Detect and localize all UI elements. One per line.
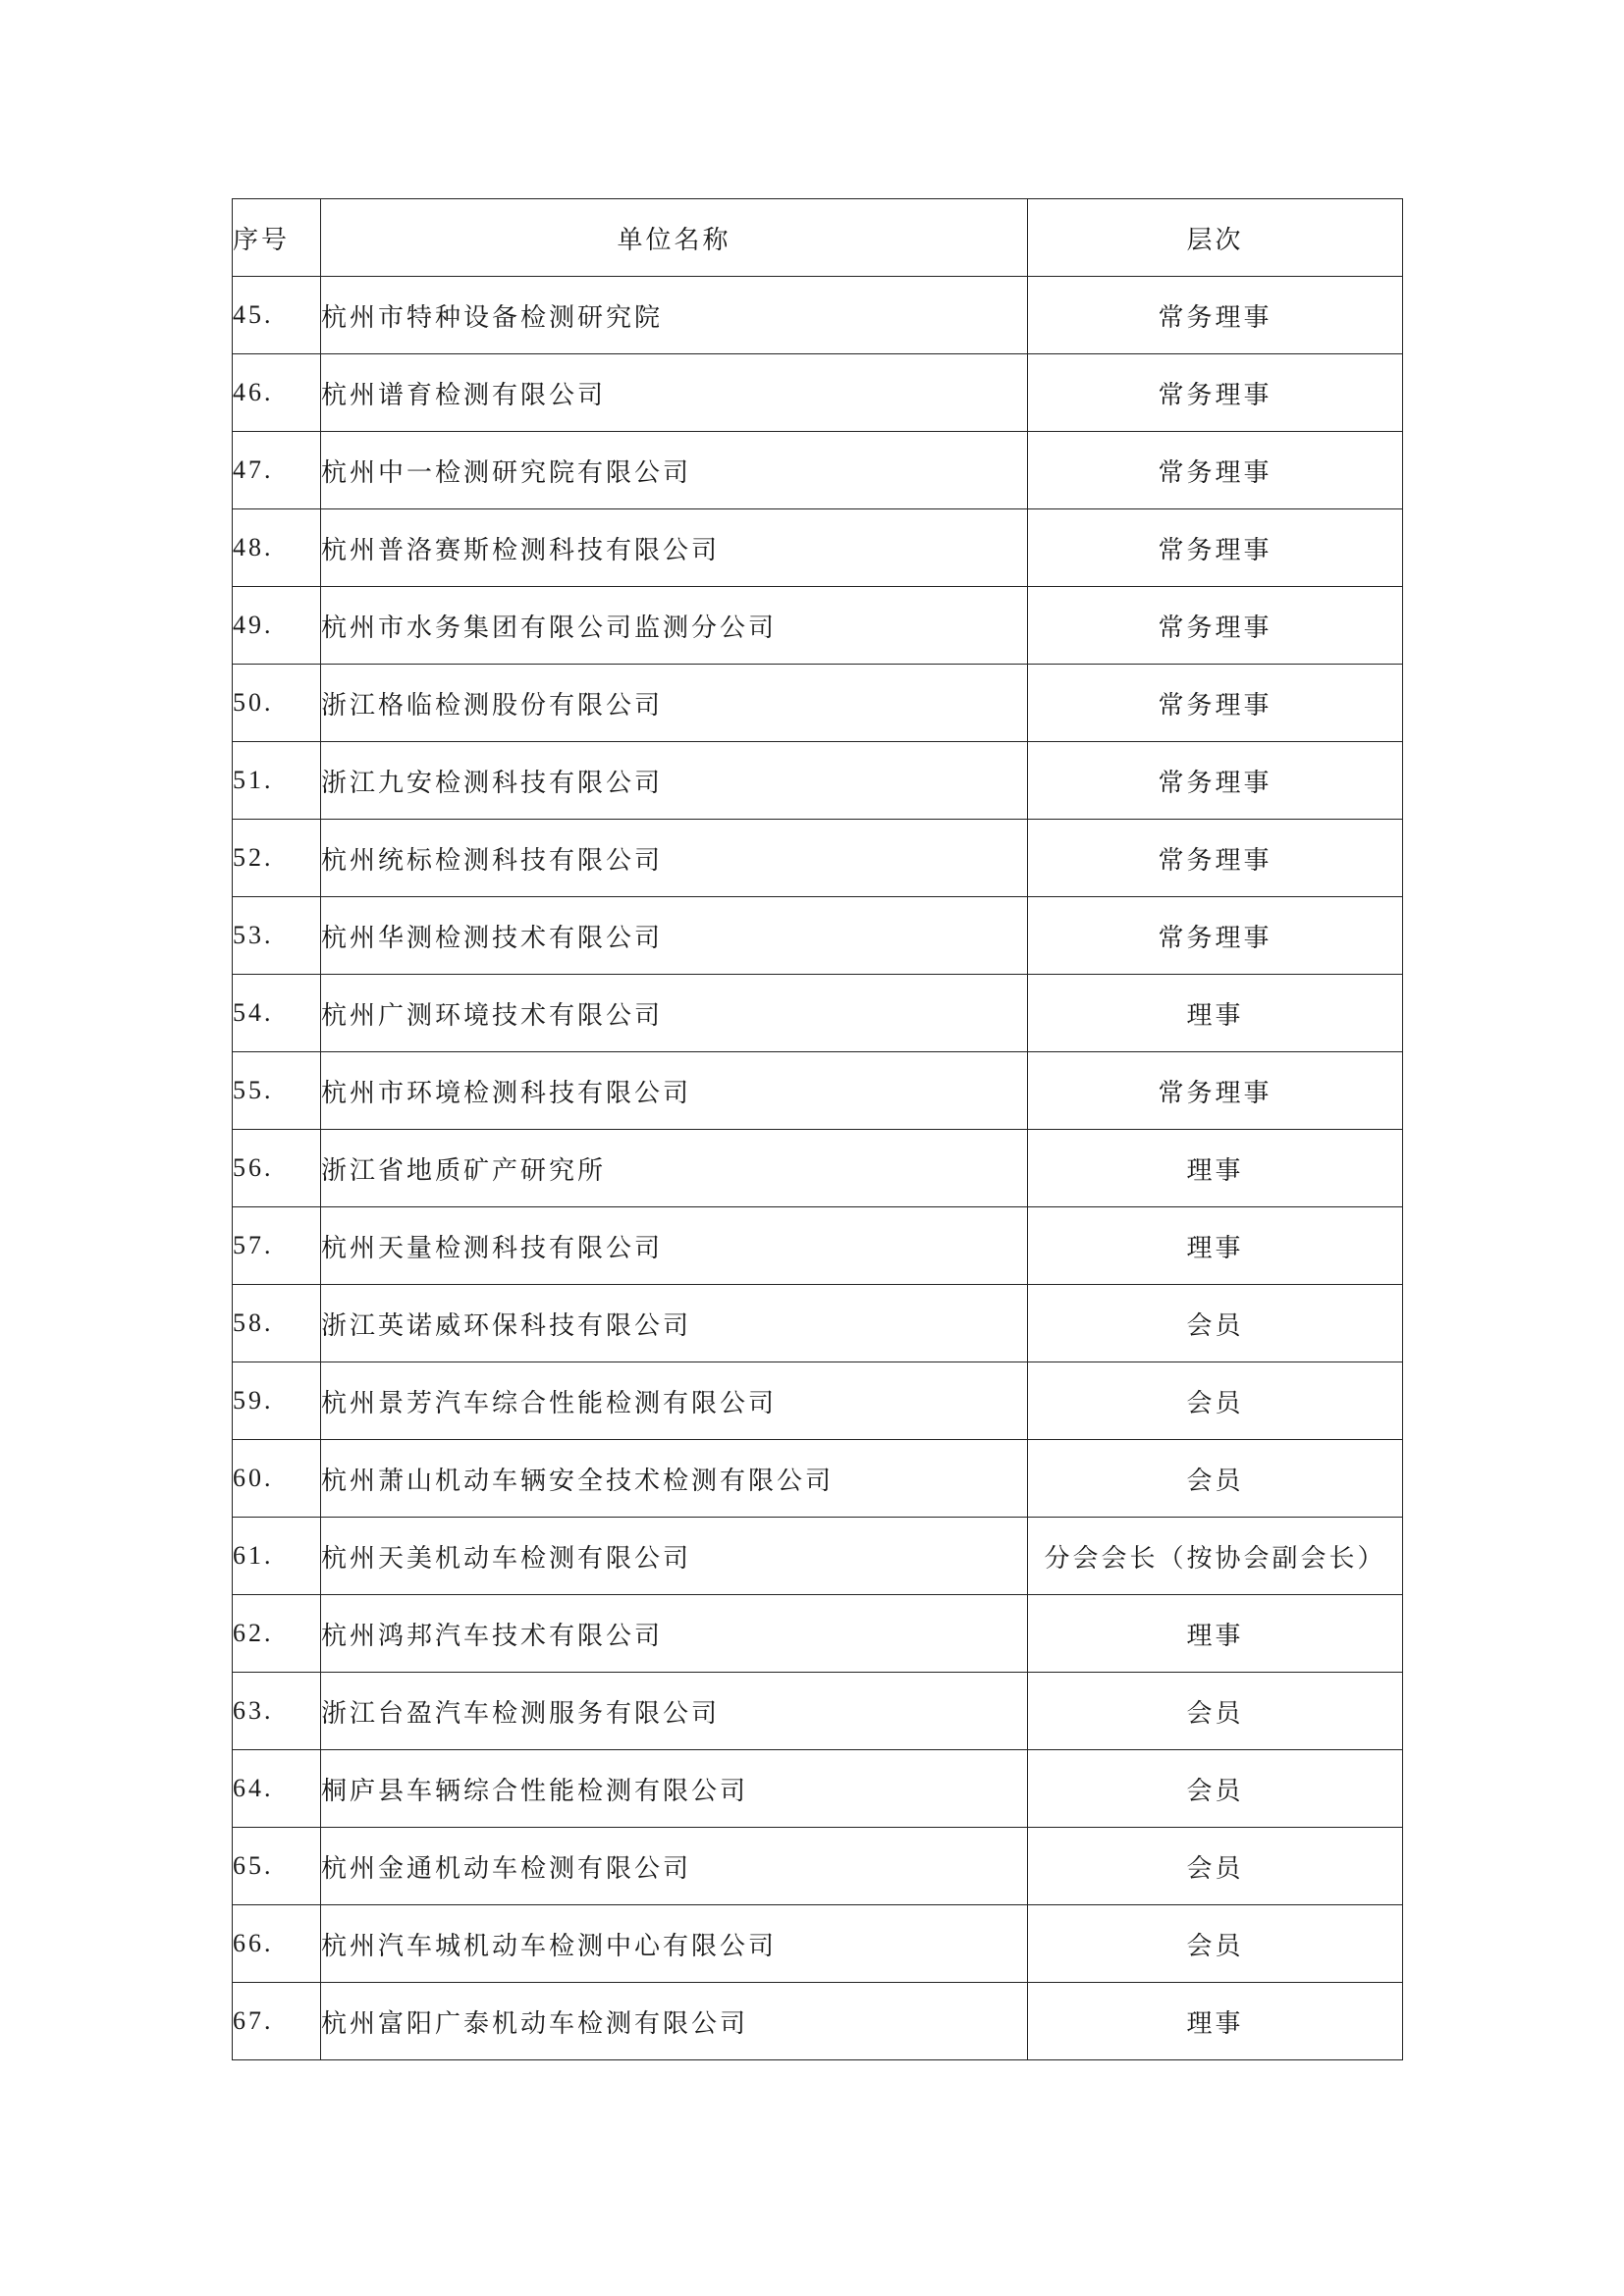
row-unit-name: 杭州天量检测科技有限公司 <box>321 1207 1028 1285</box>
table-row <box>233 1440 1403 1518</box>
row-serial-number: 66. <box>233 1905 321 1983</box>
row-serial-number: 56. <box>233 1130 321 1207</box>
table-row <box>233 1130 1403 1207</box>
row-unit-name: 杭州金通机动车检测有限公司 <box>321 1828 1028 1905</box>
table-row <box>233 277 1403 354</box>
row-level: 会员 <box>1028 1440 1403 1518</box>
row-unit-name: 杭州普洛赛斯检测科技有限公司 <box>321 509 1028 587</box>
row-level: 会员 <box>1028 1828 1403 1905</box>
row-unit-name: 桐庐县车辆综合性能检测有限公司 <box>321 1750 1028 1828</box>
member-table <box>232 198 1403 2060</box>
row-serial-number: 67. <box>233 1983 321 2060</box>
table-row <box>233 897 1403 975</box>
row-level: 会员 <box>1028 1362 1403 1440</box>
row-level: 常务理事 <box>1028 665 1403 742</box>
table-row <box>233 1905 1403 1983</box>
row-level: 会员 <box>1028 1673 1403 1750</box>
header-level: 层次 <box>1028 199 1403 277</box>
row-level: 常务理事 <box>1028 354 1403 432</box>
row-level: 理事 <box>1028 975 1403 1052</box>
table-row <box>233 432 1403 509</box>
row-unit-name: 浙江英诺威环保科技有限公司 <box>321 1285 1028 1362</box>
row-level: 常务理事 <box>1028 820 1403 897</box>
row-unit-name: 浙江省地质矿产研究所 <box>321 1130 1028 1207</box>
row-unit-name: 杭州鸿邦汽车技术有限公司 <box>321 1595 1028 1673</box>
row-unit-name: 浙江台盈汽车检测服务有限公司 <box>321 1673 1028 1750</box>
row-unit-name: 杭州市水务集团有限公司监测分公司 <box>321 587 1028 665</box>
row-serial-number: 64. <box>233 1750 321 1828</box>
table-body <box>233 277 1403 2060</box>
row-serial-number: 53. <box>233 897 321 975</box>
table-row <box>233 1518 1403 1595</box>
table-row <box>233 1595 1403 1673</box>
row-level: 理事 <box>1028 1130 1403 1207</box>
row-serial-number: 55. <box>233 1052 321 1130</box>
row-level: 会员 <box>1028 1285 1403 1362</box>
table-row <box>233 1285 1403 1362</box>
row-serial-number: 47. <box>233 432 321 509</box>
row-level: 常务理事 <box>1028 897 1403 975</box>
row-serial-number: 46. <box>233 354 321 432</box>
table-row <box>233 1673 1403 1750</box>
row-serial-number: 60. <box>233 1440 321 1518</box>
row-unit-name: 杭州市特种设备检测研究院 <box>321 277 1028 354</box>
row-level: 理事 <box>1028 1595 1403 1673</box>
row-serial-number: 49. <box>233 587 321 665</box>
row-unit-name: 杭州华测检测技术有限公司 <box>321 897 1028 975</box>
table-row <box>233 354 1403 432</box>
table-row <box>233 1362 1403 1440</box>
row-unit-name: 杭州景芳汽车综合性能检测有限公司 <box>321 1362 1028 1440</box>
row-serial-number: 54. <box>233 975 321 1052</box>
row-serial-number: 65. <box>233 1828 321 1905</box>
row-serial-number: 58. <box>233 1285 321 1362</box>
row-level: 常务理事 <box>1028 432 1403 509</box>
row-unit-name: 杭州谱育检测有限公司 <box>321 354 1028 432</box>
table-row <box>233 1750 1403 1828</box>
row-serial-number: 52. <box>233 820 321 897</box>
row-level: 常务理事 <box>1028 742 1403 820</box>
row-unit-name: 杭州中一检测研究院有限公司 <box>321 432 1028 509</box>
table-row <box>233 1828 1403 1905</box>
row-serial-number: 63. <box>233 1673 321 1750</box>
row-level: 常务理事 <box>1028 277 1403 354</box>
table-row <box>233 665 1403 742</box>
row-unit-name: 浙江九安检测科技有限公司 <box>321 742 1028 820</box>
row-level: 理事 <box>1028 1207 1403 1285</box>
row-serial-number: 51. <box>233 742 321 820</box>
row-level: 理事 <box>1028 1983 1403 2060</box>
row-unit-name: 杭州天美机动车检测有限公司 <box>321 1518 1028 1595</box>
row-level: 常务理事 <box>1028 1052 1403 1130</box>
table-row <box>233 1983 1403 2060</box>
row-unit-name: 杭州富阳广泰机动车检测有限公司 <box>321 1983 1028 2060</box>
header-serial-number: 序号 <box>233 199 321 277</box>
row-level: 会员 <box>1028 1905 1403 1983</box>
row-level: 会员 <box>1028 1750 1403 1828</box>
row-level: 常务理事 <box>1028 587 1403 665</box>
row-level: 分会会长（按协会副会长） <box>1028 1518 1403 1595</box>
row-level: 常务理事 <box>1028 509 1403 587</box>
table-row <box>233 975 1403 1052</box>
row-serial-number: 48. <box>233 509 321 587</box>
row-serial-number: 61. <box>233 1518 321 1595</box>
table-row <box>233 509 1403 587</box>
table-header-row <box>233 199 1403 277</box>
row-unit-name: 杭州汽车城机动车检测中心有限公司 <box>321 1905 1028 1983</box>
table-row <box>233 820 1403 897</box>
table-row <box>233 1207 1403 1285</box>
table-row <box>233 587 1403 665</box>
header-unit-name: 单位名称 <box>321 199 1028 277</box>
row-unit-name: 杭州统标检测科技有限公司 <box>321 820 1028 897</box>
row-serial-number: 59. <box>233 1362 321 1440</box>
row-unit-name: 浙江格临检测股份有限公司 <box>321 665 1028 742</box>
row-serial-number: 45. <box>233 277 321 354</box>
table-row <box>233 742 1403 820</box>
row-serial-number: 50. <box>233 665 321 742</box>
row-unit-name: 杭州萧山机动车辆安全技术检测有限公司 <box>321 1440 1028 1518</box>
table-row <box>233 1052 1403 1130</box>
row-serial-number: 62. <box>233 1595 321 1673</box>
row-serial-number: 57. <box>233 1207 321 1285</box>
row-unit-name: 杭州市环境检测科技有限公司 <box>321 1052 1028 1130</box>
row-unit-name: 杭州广测环境技术有限公司 <box>321 975 1028 1052</box>
